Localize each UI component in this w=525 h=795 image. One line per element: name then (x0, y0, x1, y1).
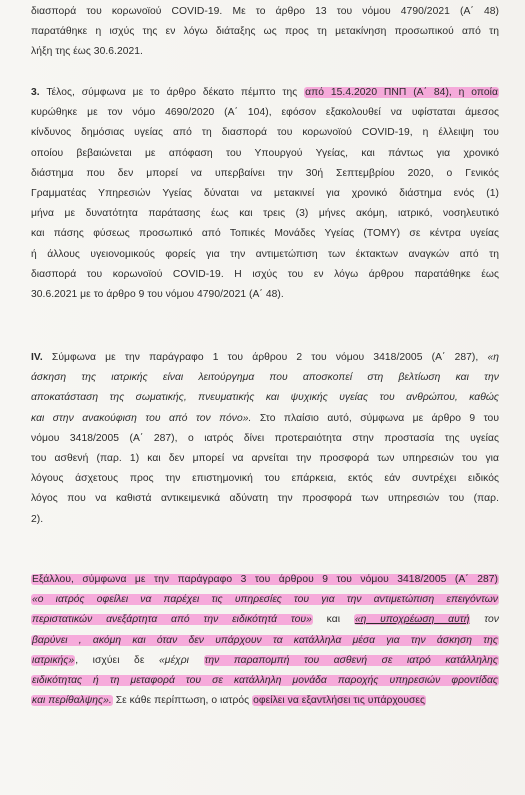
paragraph-highlighted (31, 570, 499, 711)
text-line (31, 590, 499, 610)
paragraph-number: IV. (31, 352, 43, 363)
text-line (31, 570, 499, 590)
highlighted-text: περιστατικών ανεξάρτητα από την ειδικότητά του» (32, 614, 312, 626)
text-line (31, 631, 499, 651)
highlighted-text: την παραπομπή του ασθενή σε ιατρό κατάλληλης (204, 654, 498, 666)
text-line: κυρώθηκε με τον νόμο 4690/2020 (Α΄ 104), εφόσον εξακολουθεί να υφίσταται άμεσος (31, 107, 499, 119)
paragraph-iv (31, 348, 499, 530)
text-line: διασπορά του κορωνοϊού COVID-19. Η ισχύς του εν λόγω άρθρου παρατάθηκε έως (31, 268, 499, 280)
text-line (31, 691, 499, 711)
text-line (31, 651, 499, 671)
highlighted-text: από 15.4.2020 ΠΝΠ (Α΄ 84), η οποία (305, 87, 498, 98)
text-line: λόγος που να καθιστά αντικειμενικά αδύνατη την προσφορά των υπηρεσιών του (παρ. (31, 493, 499, 505)
paragraph-3 (31, 83, 499, 305)
text-line: 30.6.2021 με το άρθρο 9 του νόμου 4790/2021 (Α΄ 48). (31, 288, 284, 300)
highlighted-text: οφείλει να εξαντλήσει τις υπάρχουσες (253, 695, 426, 707)
text-line: διασπορά του κορωνοϊού COVID-19. Με το άρθρο 13 του νόμου 4790/2021 (Α΄ 48) (31, 6, 499, 17)
text-line: ή άλλους υγειονομικούς φορείς για την αντιμετώπιση των έκτακτων αναγκών από τη (31, 248, 499, 260)
text-line: μήνα με δυνατότητα παράτασης έως και τρεις (3) μήνες ακόμη, ιατρικό, νοσηλευτικό (31, 208, 499, 220)
text-segment: , ισχύει δε (75, 654, 145, 666)
highlighted-text: βαρύνει , ακόμη και όταν δεν υπάρχουν τα κατάλληλα μέσα για την άσκηση της (32, 634, 498, 646)
highlighted-text: και περίθαλψης». (32, 695, 112, 707)
quoted-text: και στην ανακούφιση του από τον πόνο». (31, 412, 252, 424)
text-segment: Σε κάθε περίπτωση, ο ιατρός (115, 695, 250, 707)
text-line: παρατάθηκε η ισχύς της εν λόγω διάταξης ως προς τη μετακίνηση προσωπικού από τη (31, 26, 499, 38)
text-line: και πάσης φύσεως προσωπικό από Τοπικές Μονάδες Υγείας (ΤΟΜΥ) σε κέντρα υγείας (31, 228, 499, 240)
quoted-text: «η (487, 352, 499, 363)
text-line: Γραμματέας Υπηρεσιών Υγείας δύναται να μετακινεί για χρονικό διάστημα ενός (1) (31, 187, 499, 199)
text-line: άσκηση της ιατρικής είναι λειτούργημα που αποσκοπεί στη βελτίωση και την (31, 372, 499, 384)
text-line (31, 409, 499, 429)
text-line: αποκατάσταση της σωματικής, πνευματικής και ψυχικής υγείας του ανθρώπου, καθώς (31, 392, 499, 404)
text-line: λόγους άσχετους προς την επιστημονική του επάρκεια, εκτός εάν συντρέχει ειδικός (31, 473, 499, 485)
text-line (31, 610, 499, 630)
text-segment: Σύμφωνα με την παράγραφο 1 του άρθρου 2 του νόμου 3418/2005 (Α΄ 287), (51, 352, 479, 363)
text-line (31, 83, 499, 103)
text-line: νόμου 3418/2005 (Α΄ 287), ο ιατρός δίνει προτεραιότητα στην προστασία της υγείας (31, 432, 499, 444)
paragraph-number: 3. (31, 87, 40, 98)
highlighted-text: Εξάλλου, σύμφωνα με την παράγραφο 3 του άρθρου 9 του νόμου 3418/2005 (Α΄ 287) (32, 574, 498, 585)
text-segment: τον (484, 614, 499, 626)
text-line (31, 671, 499, 691)
text-segment: Στο πλαίσιο αυτό, σύμφωνα με άρθρο 9 του (259, 412, 499, 424)
text-line: λήξη της έως 30.6.2021. (31, 46, 143, 58)
highlighted-text: ιατρικής» (32, 654, 75, 666)
text-line: διάστημα που δεν μπορεί να υπερβαίνει την 30ή Σεπτεμβρίου 2020, ο Γενικός (31, 167, 499, 179)
text-line: 2). (31, 513, 44, 525)
text-segment: Τέλος, σύμφωνα με το άρθρο δέκατο πέμπτο της (46, 87, 298, 98)
highlighted-text: «ο ιατρός οφείλει να παρέχει τις υπηρεσίες του για την αντιμετώπιση επειγόντων (32, 594, 498, 606)
text-segment: και (326, 614, 341, 626)
quoted-text: «μέχρι (158, 654, 189, 666)
highlighted-text: ειδικότητας ή τη μεταφορά του σε κατάλληλη μονάδα παροχής υπηρεσιών φροντίδας (32, 674, 498, 686)
highlighted-text: «η υποχρέωση αυτή (354, 614, 470, 626)
text-line: οποίου βεβαιώνεται με απόφαση του Υπουργού Υγείας, και πάντως για χρονικό (31, 147, 499, 159)
text-line: κίνδυνος δημόσιας υγείας από τη διασπορά του κορωνοϊού COVID-19, η έλλειψη του (31, 127, 499, 139)
paragraph-continuation (31, 2, 499, 63)
text-line: του ασθενή (παρ. 1) και δεν μπορεί να αρνείται την προσφορά των υπηρεσιών του για (31, 452, 499, 464)
text-line (31, 348, 499, 368)
